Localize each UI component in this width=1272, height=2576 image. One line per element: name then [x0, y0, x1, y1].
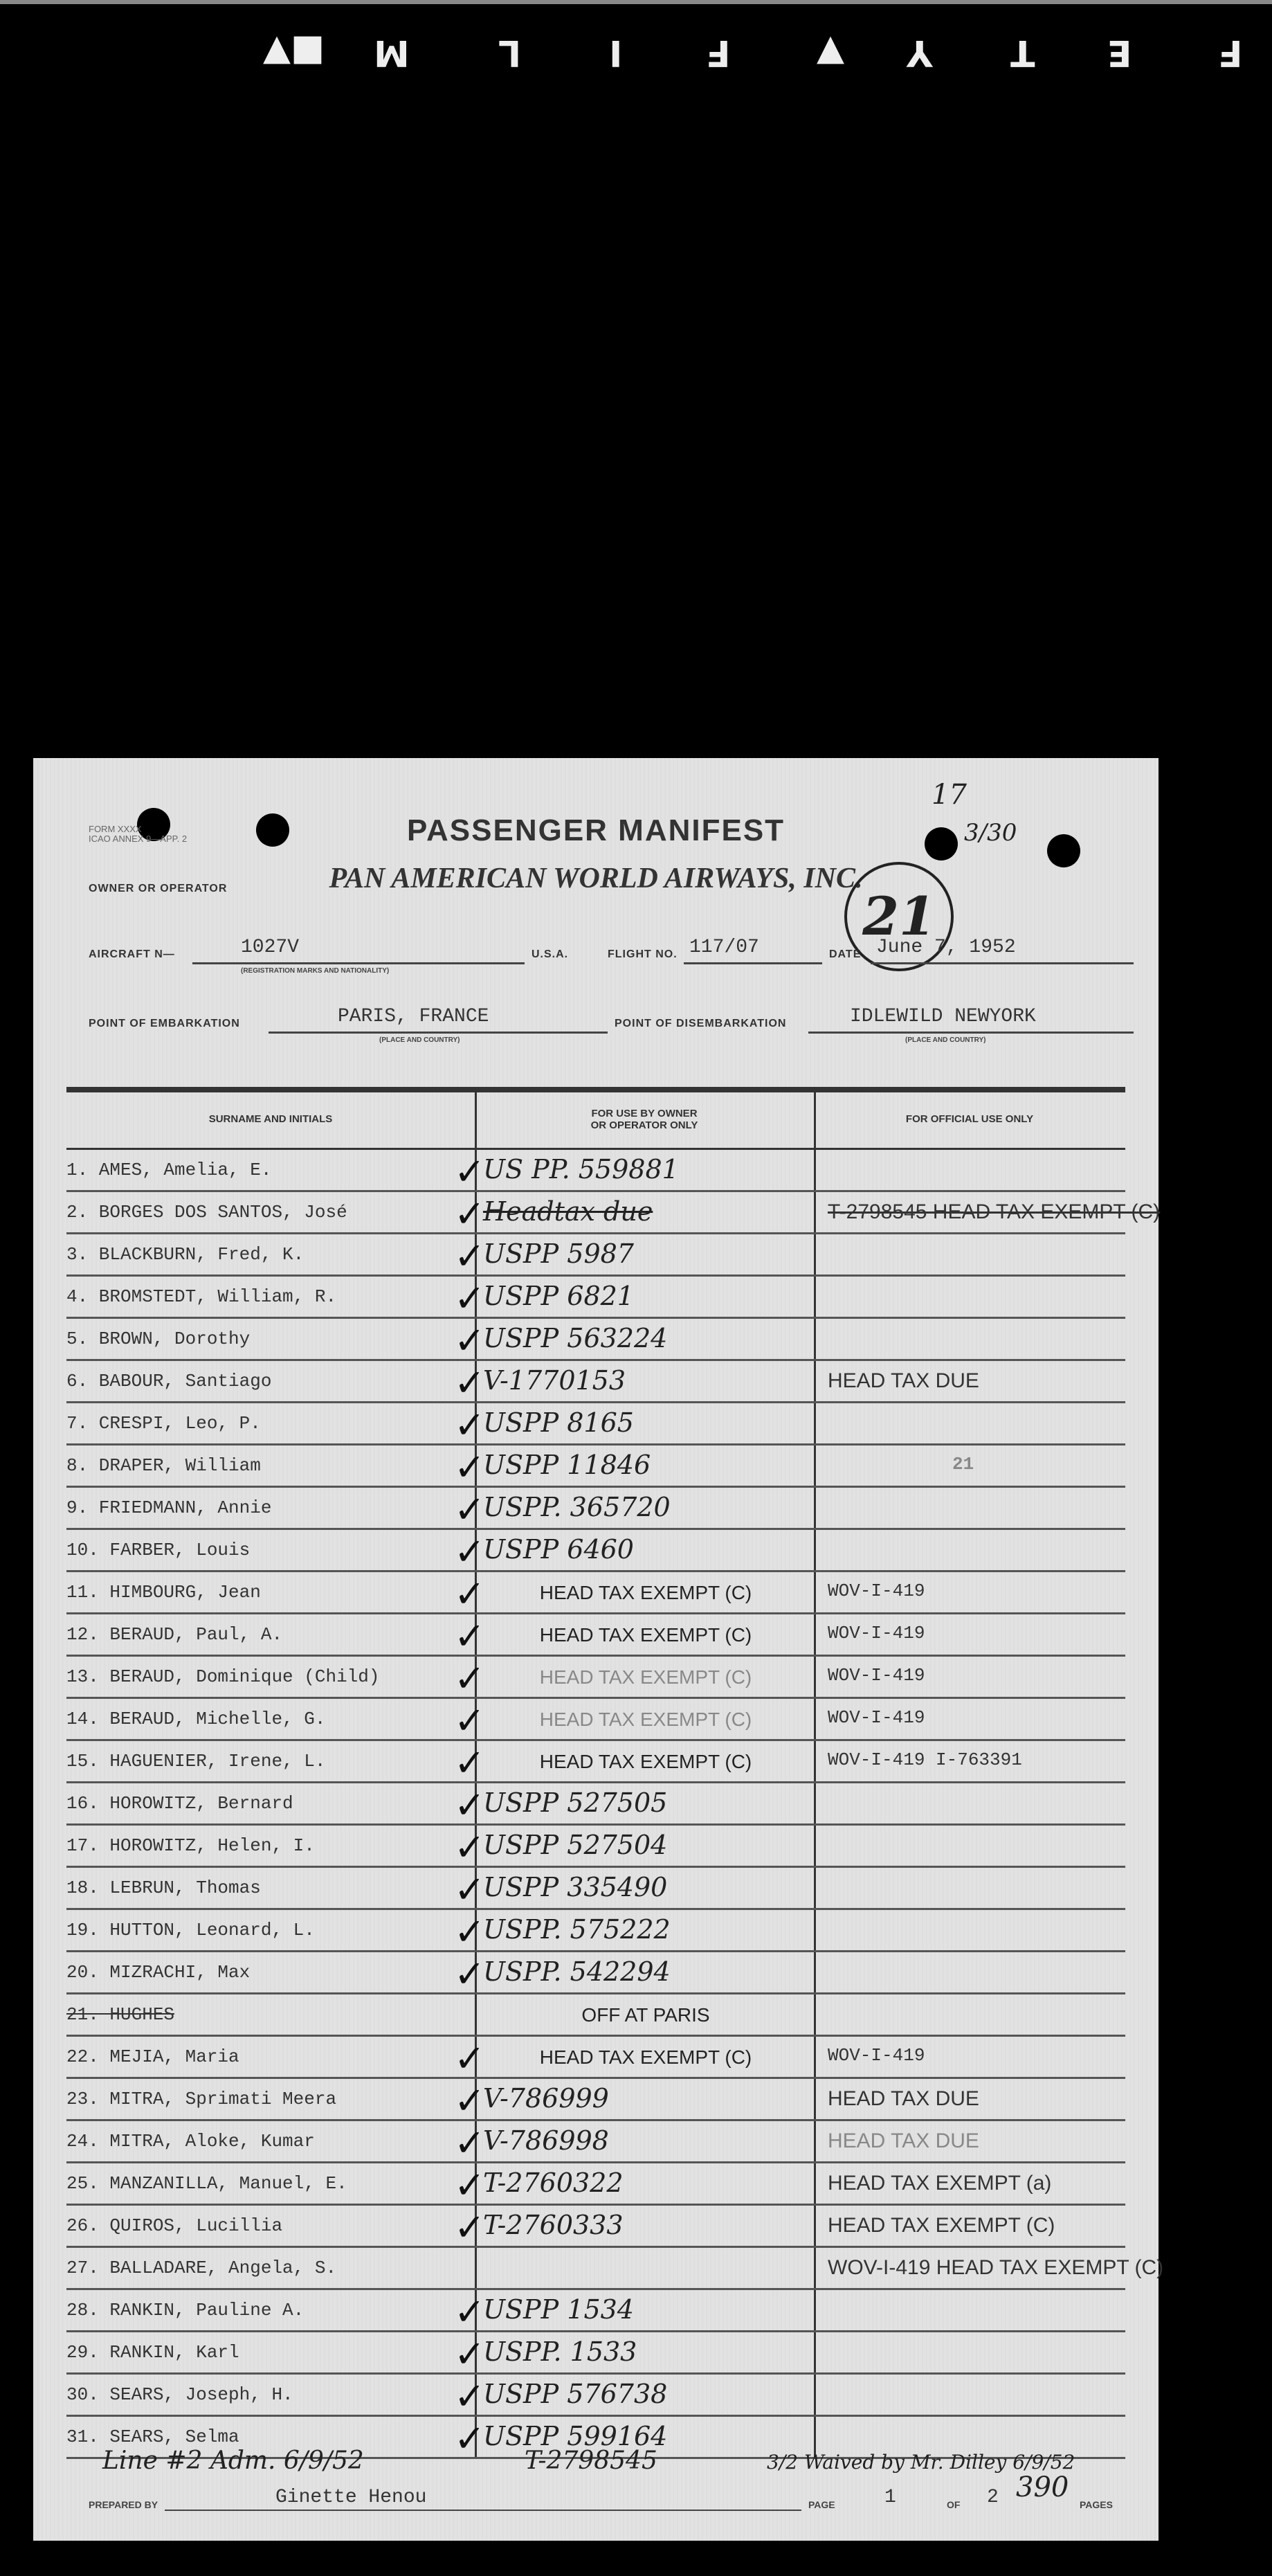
table-row: [66, 1741, 1125, 1783]
owner-entry: HEAD TAX EXEMPT (C): [539, 1666, 752, 1688]
manifest-footer: [33, 2447, 1159, 2541]
film-glyph: T: [1010, 32, 1035, 73]
company-name: PAN AMERICAN WORLD AIRWAYS, INC.: [329, 863, 863, 894]
passenger-table: [66, 1087, 1164, 2460]
film-glyph: I: [609, 32, 623, 73]
checkmark-icon: ✓: [454, 2417, 486, 2460]
owner-entry: HEAD TAX EXEMPT (C): [539, 1751, 752, 1772]
owner-entry: USPP 563224: [483, 1323, 668, 1353]
table-row: [66, 1952, 1125, 1994]
film-glyph: Y: [907, 32, 933, 73]
passenger-name: 18. LEBRUN, Thomas: [66, 1877, 261, 1898]
passenger-name: 22. MEJIA, Maria: [66, 2046, 239, 2067]
embarkation-value: PARIS, FRANCE: [338, 1006, 489, 1027]
header-owner: FOR USE BY OWNER OR OPERATOR ONLY: [590, 1108, 698, 1131]
checkmark-icon: ✓: [454, 1361, 486, 1405]
passenger-name: 30. SEARS, Joseph, H.: [66, 2384, 293, 2405]
passenger-name: 16. HOROWITZ, Bernard: [66, 1793, 293, 1814]
embarkation-label: POINT OF EMBARKATION: [89, 1018, 240, 1029]
owner-entry: USPP 335490: [483, 1872, 668, 1902]
checkmark-icon: ✓: [454, 1445, 486, 1489]
passenger-name: 10. FARBER, Louis: [66, 1540, 251, 1560]
prepared-by-value: Ginette Henou: [275, 2487, 427, 2508]
checkmark-icon: ✓: [454, 2332, 486, 2376]
handwritten-waiver-note: 3/2 Waived by Mr. Dilley 6/9/52: [767, 2451, 1075, 2474]
owner-entry: HEAD TAX EXEMPT (C): [539, 1624, 752, 1646]
passenger-name: 1. AMES, Amelia, E.: [66, 1160, 272, 1180]
film-strip-header: [0, 0, 1272, 90]
table-body: [66, 1150, 1164, 2460]
table-row: [66, 1319, 1125, 1361]
fill-line: [684, 962, 822, 964]
handwritten-ticket-note: T-2798545: [525, 2447, 657, 2475]
checkmark-icon: ✓: [454, 1277, 486, 1320]
checkmark-icon: ✓: [454, 2290, 486, 2334]
owner-entry: T-2760322: [483, 2168, 624, 2198]
passenger-name: 13. BERAUD, Dominique (Child): [66, 1666, 380, 1687]
passenger-name: 4. BROMSTEDT, William, R.: [66, 1286, 337, 1307]
owner-entry: OFF AT PARIS: [581, 2004, 710, 2026]
table-row: [66, 1657, 1125, 1699]
official-entry: WOV-I-419 HEAD TAX EXEMPT (C): [828, 2256, 1164, 2279]
checkmark-icon: ✓: [454, 1319, 486, 1362]
table-row: [66, 2079, 1125, 2121]
passenger-name: 9. FRIEDMANN, Annie: [66, 1497, 272, 1518]
owner-entry: Headtax due: [483, 1196, 653, 1227]
owner-entry: USPP 5987: [483, 1239, 634, 1269]
pages-label: PAGES: [1080, 2499, 1113, 2510]
table-row: [66, 2206, 1125, 2248]
checkmark-icon: ✓: [454, 1910, 486, 1954]
checkmark-icon: ✓: [454, 1657, 486, 1700]
official-entry: HEAD TAX EXEMPT (C): [828, 2214, 1055, 2237]
table-row: [66, 1234, 1125, 1277]
passenger-name: 24. MITRA, Aloke, Kumar: [66, 2131, 315, 2152]
table-row: [66, 2248, 1164, 2290]
owner-entry: HEAD TAX EXEMPT (C): [539, 1582, 752, 1603]
owner-entry: HEAD TAX EXEMPT (C): [539, 1709, 752, 1730]
film-glyph: ■▼: [263, 32, 325, 73]
checkmark-icon: ✓: [454, 1488, 486, 1531]
table-row: [66, 1910, 1125, 1952]
film-glyph: F: [1218, 32, 1243, 73]
owner-entry: V-786999: [483, 2083, 609, 2114]
checkmark-icon: ✓: [454, 1234, 486, 1278]
flight-label: FLIGHT NO.: [608, 948, 678, 960]
passenger-name: 6. BABOUR, Santiago: [66, 1371, 272, 1391]
pages-value: 2: [987, 2487, 999, 2508]
table-row: [66, 2037, 1125, 2079]
handwritten-pages-note: 390: [1016, 2471, 1069, 2503]
table-row: [66, 2375, 1125, 2417]
usa-label: U.S.A.: [531, 948, 569, 960]
official-entry: WOV-I-419: [828, 1707, 925, 1728]
disembarkation-label: POINT OF DISEMBARKATION: [615, 1018, 787, 1029]
disembarkation-value: IDLEWILD NEWYORK: [850, 1006, 1036, 1027]
checkmark-icon: ✓: [454, 1614, 486, 1658]
official-entry: T-2798545 HEAD TAX EXEMPT (C): [828, 1200, 1161, 1223]
page-label: PAGE: [808, 2499, 835, 2510]
fill-line: [808, 1032, 1134, 1034]
checkmark-icon: ✓: [454, 1192, 486, 1236]
aircraft-value: 1027V: [241, 937, 300, 958]
owner-entry: USPP 8165: [483, 1407, 634, 1438]
table-row: [66, 1614, 1125, 1657]
owner-entry: USPP 6460: [483, 1534, 634, 1565]
passenger-name: 12. BERAUD, Paul, A.: [66, 1624, 283, 1645]
checkmark-icon: ✓: [454, 2079, 486, 2123]
table-row: [66, 1361, 1125, 1403]
passenger-name: 15. HAGUENIER, Irene, L.: [66, 1751, 326, 1772]
owner-entry: V-1770153: [483, 1365, 626, 1396]
checkmark-icon: ✓: [454, 2037, 486, 2080]
owner-entry: USPP 576738: [483, 2379, 668, 2409]
checkmark-icon: ✓: [454, 1403, 486, 1447]
owner-entry: T-2760333: [483, 2210, 624, 2240]
flight-value: 117/07: [689, 937, 759, 958]
header-name: SURNAME AND INITIALS: [208, 1113, 333, 1125]
checkmark-icon: ✓: [454, 1868, 486, 1911]
owner-entry: USPP. 575222: [483, 1914, 671, 1945]
official-entry: HEAD TAX DUE: [828, 2129, 979, 2152]
official-entry: WOV-I-419: [828, 1665, 925, 1686]
official-entry: WOV-I-419: [828, 1580, 925, 1601]
passenger-name: 27. BALLADARE, Angela, S.: [66, 2258, 337, 2278]
passenger-name: 17. HOROWITZ, Helen, I.: [66, 1835, 315, 1856]
checkmark-icon: ✓: [454, 2121, 486, 2165]
passenger-name: 5. BROWN, Dorothy: [66, 1328, 251, 1349]
official-entry: WOV-I-419: [828, 2045, 925, 2066]
embarkation-sublabel: (PLACE AND COUNTRY): [379, 1036, 460, 1044]
table-header: [66, 1087, 1125, 1150]
owner-entry: USPP 527504: [483, 1830, 668, 1860]
passenger-name: 14. BERAUD, Michelle, G.: [66, 1709, 326, 1729]
owner-entry: USPP 527505: [483, 1787, 668, 1818]
owner-entry: USPP. 542294: [483, 1956, 671, 1987]
passenger-name: 11. HIMBOURG, Jean: [66, 1582, 261, 1603]
fill-line: [871, 962, 1134, 964]
form-number-note: FORM XXXX ICAO ANNEX 9—APP. 2: [89, 824, 188, 844]
checkmark-icon: ✓: [454, 1150, 486, 1194]
table-row: [66, 1572, 1125, 1614]
owner-entry: HEAD TAX EXEMPT (C): [539, 2046, 752, 2068]
owner-entry: US PP. 559881: [483, 1154, 679, 1185]
film-glyph: M: [374, 32, 410, 73]
passenger-name: 8. DRAPER, William: [66, 1455, 261, 1476]
header-official: FOR OFFICIAL USE ONLY: [905, 1113, 1034, 1125]
film-glyph: F: [706, 32, 731, 73]
owner-entry: USPP. 1533: [483, 2336, 637, 2367]
owner-entry: USPP 11846: [483, 1450, 651, 1480]
owner-entry: USPP 1534: [483, 2294, 634, 2325]
checkmark-icon: ✓: [454, 1741, 486, 1785]
passenger-name: 21. HUGHES: [66, 2004, 175, 2025]
manifest-sheet: [33, 758, 1164, 2541]
handwritten-annotation: 17: [932, 779, 967, 811]
official-entry: WOV-I-419 I-763391: [828, 1749, 1022, 1770]
checkmark-icon: ✓: [454, 1826, 486, 1869]
passenger-name: 2. BORGES DOS SANTOS, José: [66, 1202, 347, 1223]
table-row: [66, 1868, 1125, 1910]
table-row: [66, 1445, 1125, 1488]
owner-entry: USPP 599164: [483, 2421, 668, 2451]
table-row: [66, 1488, 1125, 1530]
official-entry: WOV-I-419: [828, 1623, 925, 1643]
table-row: [66, 1699, 1125, 1741]
checkmark-icon: ✓: [454, 1952, 486, 1996]
document-title: PASSENGER MANIFEST: [406, 813, 785, 847]
fill-line: [269, 1032, 608, 1034]
circled-annotation: 21: [844, 862, 954, 971]
handwritten-line-note: Line #2 Adm. 6/9/52: [102, 2447, 364, 2475]
fill-line: [192, 962, 525, 964]
checkmark-icon: ✓: [454, 1783, 486, 1827]
official-entry: HEAD TAX DUE: [828, 1369, 979, 1392]
owner-label: OWNER OR OPERATOR: [89, 883, 228, 894]
of-label: OF: [947, 2499, 961, 2510]
table-row: [66, 1403, 1125, 1445]
table-row: [66, 1826, 1125, 1868]
disembarkation-sublabel: (PLACE AND COUNTRY): [905, 1036, 986, 1044]
official-entry: HEAD TAX EXEMPT (a): [828, 2172, 1052, 2195]
date-value: June 7, 1952: [876, 937, 1016, 958]
checkmark-icon: ✓: [454, 2375, 486, 2418]
film-glyph: L: [498, 32, 522, 73]
passenger-name: 23. MITRA, Sprimati Meera: [66, 2089, 337, 2109]
table-row: [66, 1994, 1125, 2037]
passenger-name: 28. RANKIN, Pauline A.: [66, 2300, 305, 2321]
passenger-name: 19. HUTTON, Leonard, L.: [66, 1920, 315, 1940]
page-value: 1: [884, 2487, 896, 2508]
owner-entry: USPP. 365720: [483, 1492, 671, 1522]
checkmark-icon: ✓: [454, 1572, 486, 1616]
owner-entry: USPP 6821: [483, 1281, 634, 1311]
official-entry: 21: [952, 1454, 974, 1475]
passenger-name: 26. QUIROS, Lucillia: [66, 2215, 283, 2236]
passenger-name: 3. BLACKBURN, Fred, K.: [66, 1244, 305, 1265]
film-glyph: E: [1107, 32, 1132, 73]
table-row: [66, 2290, 1125, 2332]
passenger-name: 20. MIZRACHI, Max: [66, 1962, 251, 1983]
checkmark-icon: ✓: [454, 1699, 486, 1742]
fill-line: [165, 2510, 801, 2511]
handwritten-fraction: 3/30: [964, 819, 1017, 847]
checkmark-icon: ✓: [454, 1530, 486, 1574]
aircraft-label: AIRCRAFT N—: [89, 948, 175, 960]
table-row: [66, 1150, 1125, 1192]
official-entry: HEAD TAX DUE: [828, 2087, 979, 2110]
passenger-name: 29. RANKIN, Karl: [66, 2342, 239, 2363]
table-row: [66, 2332, 1125, 2375]
checkmark-icon: ✓: [454, 2163, 486, 2207]
table-row: [66, 1192, 1161, 1236]
film-glyph: ▼: [817, 32, 844, 73]
table-row: [66, 1277, 1125, 1319]
passenger-name: 31. SEARS, Selma: [66, 2426, 239, 2447]
passenger-name: 7. CRESPI, Leo, P.: [66, 1413, 261, 1434]
checkmark-icon: ✓: [454, 2206, 486, 2249]
table-row: [66, 2121, 1125, 2163]
prepared-by-label: PREPARED BY: [89, 2499, 158, 2510]
owner-entry: V-786998: [483, 2125, 609, 2156]
date-label: DATE: [829, 948, 862, 960]
table-row: [66, 1530, 1125, 1572]
table-row: [66, 2163, 1125, 2206]
passenger-name: 25. MANZANILLA, Manuel, E.: [66, 2173, 347, 2194]
table-row: [66, 1783, 1125, 1826]
aircraft-sublabel: (REGISTRATION MARKS AND NATIONALITY): [241, 967, 390, 975]
